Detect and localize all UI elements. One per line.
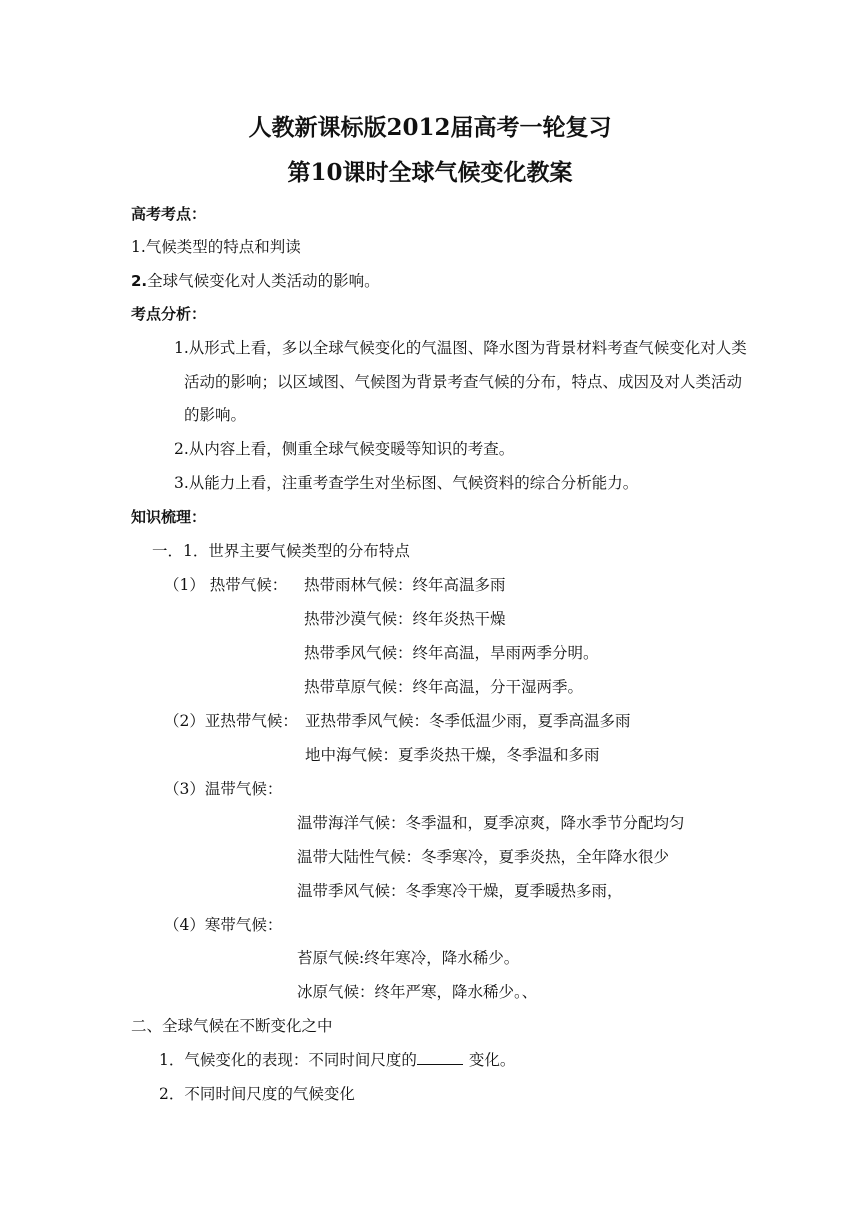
- cold-item-2: 冰原气候：终年严寒，降水稀少。、: [297, 983, 538, 1001]
- temperate-item-2: 温带大陆性气候：冬季寒冷，夏季炎热，全年降水很少: [297, 848, 670, 866]
- tropical-label: （1） 热带气候：: [164, 576, 288, 594]
- exam-point-2: [131, 271, 380, 291]
- document-title: 人教新课标版2012届高考一轮复习: [248, 114, 612, 141]
- cold-label: （4）寒带气候：: [164, 916, 283, 934]
- temperate-item-3: 温带季风气候：冬季寒冷干燥，夏季暖热多雨，: [297, 882, 623, 900]
- analysis-point-1-line-2: 活动的影响；以区域图、气候图为背景考查气候的分布，特点、成因及对人类活动: [184, 373, 743, 391]
- temperate-item-1: 温带海洋气候：冬季温和，夏季凉爽，降水季节分配均匀: [297, 814, 685, 832]
- analysis-point-1-line-3: 的影响。: [184, 406, 247, 424]
- section-2-item-1-text: 1．气候变化的表现：不同时间尺度的: [159, 1051, 417, 1069]
- tropical-item-4: 热带草原气候：终年高温，分干湿两季。: [304, 678, 584, 696]
- analysis-point-2: 2.从内容上看，侧重全球气候变暖等知识的考查。: [174, 440, 515, 458]
- subtropical-label: （2）亚热带气候：: [164, 712, 298, 730]
- subtropical-item-1: 亚热带季风气候：冬季低温少雨，夏季高温多雨: [305, 712, 631, 730]
- analysis-heading: 考点分析：: [131, 305, 207, 323]
- knowledge-heading: 知识梳理：: [131, 508, 207, 526]
- document-subtitle: 第10课时全球气候变化教案: [287, 159, 573, 186]
- analysis-point-3: 3.从能力上看，注重考查学生对坐标图、气候资料的综合分析能力。: [174, 474, 639, 492]
- subtropical-item-2: 地中海气候：夏季炎热干燥，冬季温和多雨: [305, 746, 600, 764]
- tropical-item-1: 热带雨林气候：终年高温多雨: [304, 576, 506, 594]
- section-1-heading: 一．1．世界主要气候类型的分布特点: [152, 542, 410, 560]
- section-2-item-2: 2．不同时间尺度的气候变化: [159, 1085, 355, 1103]
- cold-item-1: 苔原气候:终年寒冷，降水稀少。: [297, 949, 520, 967]
- section-2-item-1: [159, 1050, 515, 1070]
- section-2-heading: 二、全球气候在不断变化之中: [131, 1017, 333, 1035]
- exam-points-heading: 高考考点：: [131, 205, 207, 223]
- section-2-item-1-suffix: 变化。: [468, 1051, 516, 1069]
- exam-point-2-number: 2.: [131, 272, 148, 290]
- exam-point-1: 1.气候类型的特点和判读: [131, 238, 301, 256]
- fill-in-blank: [417, 1050, 463, 1065]
- tropical-item-3: 热带季风气候：终年高温，旱雨两季分明。: [304, 644, 599, 662]
- exam-point-2-text: 全球气候变化对人类活动的影响。: [147, 272, 380, 290]
- temperate-label: （3）温带气候：: [164, 780, 283, 798]
- tropical-item-2: 热带沙漠气候：终年炎热干燥: [304, 610, 506, 628]
- analysis-point-1-line-1: 1.从形式上看，多以全球气候变化的气温图、降水图为背景材料考查气候变化对人类: [174, 339, 747, 357]
